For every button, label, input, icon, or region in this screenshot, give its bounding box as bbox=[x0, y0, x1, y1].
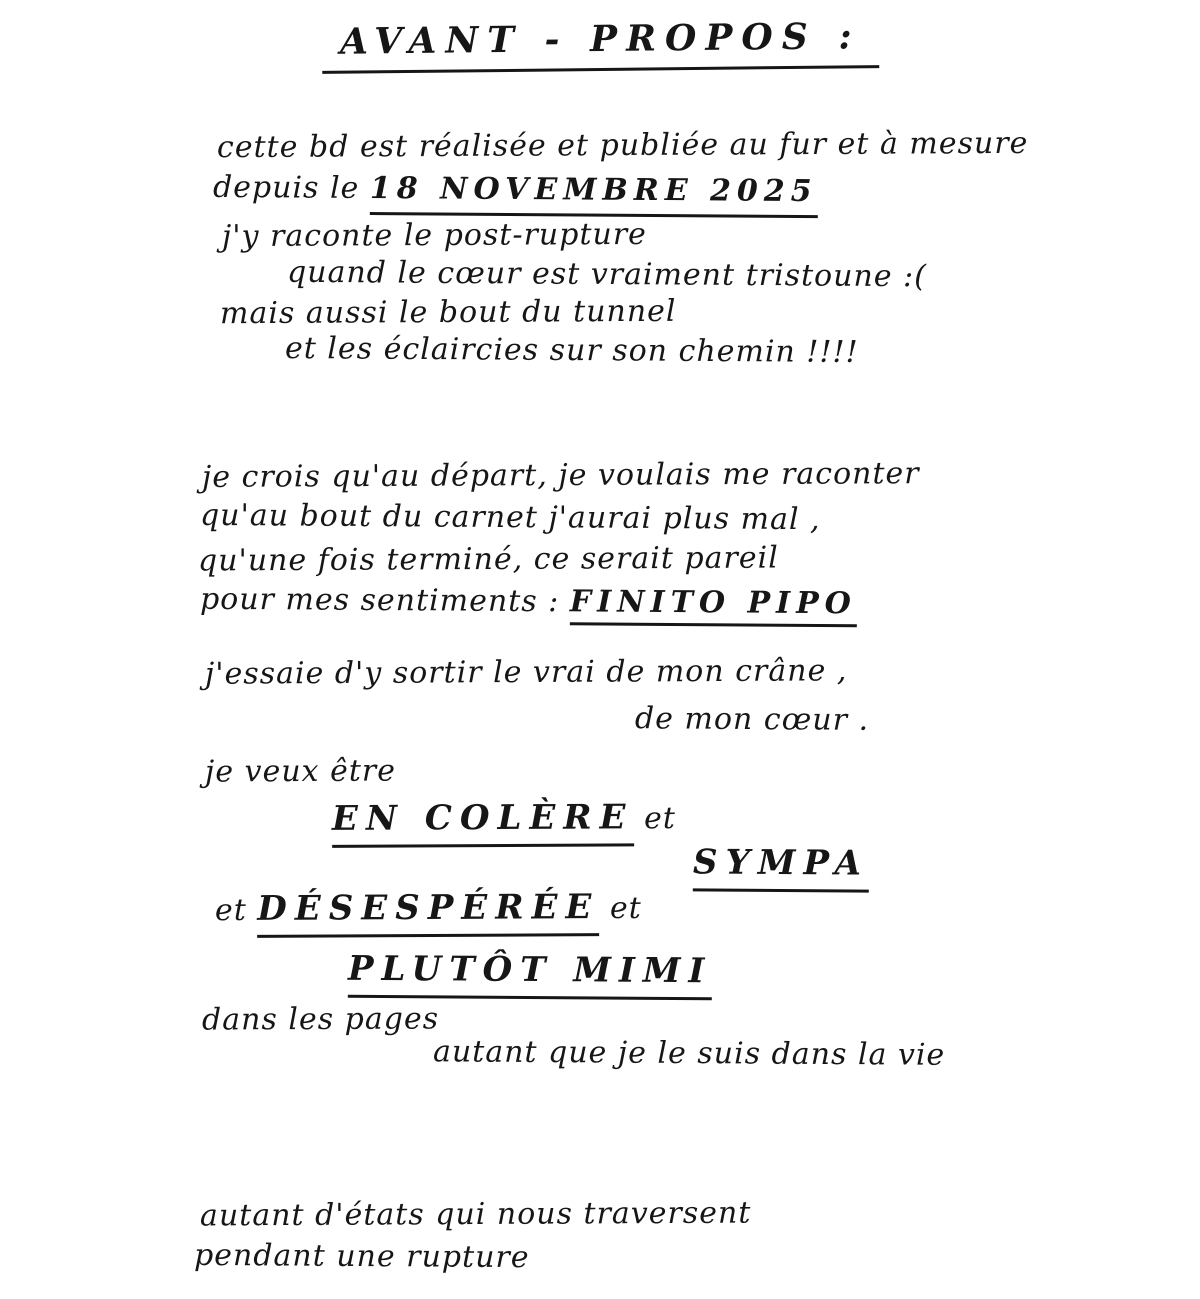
intro-line-5: mais aussi le bout du tunnel bbox=[219, 293, 677, 332]
publication-date: 18 NOVEMBRE 2025 bbox=[370, 171, 818, 218]
intro-line-2 bbox=[213, 170, 818, 209]
intro-line-4: quand le cœur est vraiment tristoune :( bbox=[286, 254, 928, 295]
pages-line-1: dans les pages bbox=[201, 1001, 440, 1038]
mood-conj-2: et bbox=[214, 892, 247, 929]
mood-line-3 bbox=[215, 887, 642, 929]
mood-line-1 bbox=[332, 797, 676, 839]
mood-plutot-mimi: PLUTÔT MIMI bbox=[348, 949, 713, 1001]
hopes-line-4-prefix: pour mes sentiments : bbox=[199, 581, 570, 620]
intent-line-3: je veux être bbox=[204, 753, 397, 790]
intent-line-2: de mon cœur . bbox=[634, 701, 870, 738]
mood-en-colere: EN COLÈRE bbox=[332, 797, 634, 848]
closing-line-1: autant d'états qui nous traversent bbox=[199, 1195, 752, 1234]
intro-line-6: et les éclaircies sur son chemin !!!! bbox=[284, 330, 859, 371]
mood-conj-3: et bbox=[609, 890, 642, 927]
intro-line-2-prefix: depuis le bbox=[212, 169, 371, 206]
mood-line-2 bbox=[693, 842, 869, 883]
mood-desesperee: DÉSESPÉRÉE bbox=[257, 887, 599, 938]
intro-line-3: j'y raconte le post-rupture bbox=[221, 216, 647, 255]
pages-line-2: autant que je le suis dans la vie bbox=[432, 1034, 946, 1073]
mood-line-4 bbox=[348, 949, 713, 992]
mood-conj-1: et bbox=[643, 801, 676, 837]
hopes-line-4 bbox=[200, 582, 857, 622]
hopes-line-1: je crois qu'au départ, je voulais me raconter bbox=[201, 456, 920, 495]
page-title-row bbox=[0, 15, 1200, 71]
intro-line-1: cette bd est réalisée et publiée au fur et à mesure bbox=[216, 125, 1029, 166]
intent-line-1: j'essaie d'y sortir le vrai de mon crâne , bbox=[204, 653, 848, 692]
hopes-line-3: qu'une fois terminé, ce serait pareil bbox=[197, 540, 779, 579]
hopes-line-2: qu'au bout du carnet j'aurai plus mal , bbox=[199, 497, 821, 538]
closing-line-2: pendant une rupture bbox=[193, 1237, 530, 1276]
mood-sympa: SYMPA bbox=[693, 842, 869, 892]
page-title: AVANT - PROPOS : bbox=[321, 15, 878, 74]
finito-pipo: FINITO PIPO bbox=[570, 584, 857, 627]
